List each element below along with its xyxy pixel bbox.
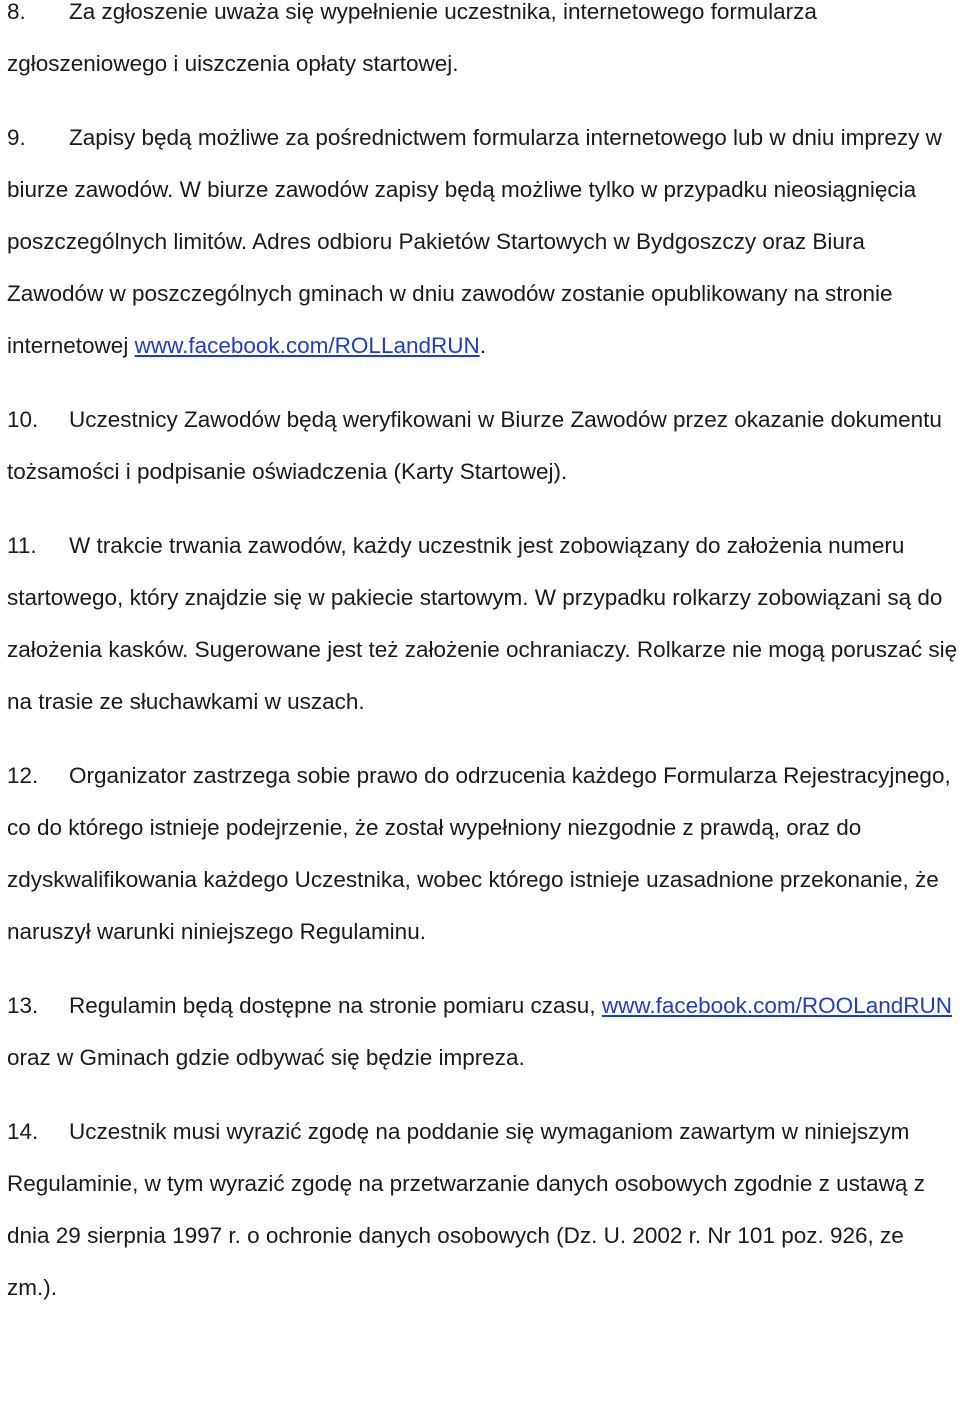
item-text-after: .: [479, 333, 487, 358]
regulation-item-13: [7, 980, 960, 1084]
regulation-item-14: [7, 1106, 960, 1314]
regulation-item-8: [7, 0, 960, 90]
item-number: 8.: [7, 0, 26, 24]
item-text: Uczestnicy Zawodów będą weryfikowani w Biurze Zawodów przez okazanie dokumentu tożsamości i podpisanie oświadczenia (Karty Startowej).: [7, 407, 942, 484]
item-text-after: oraz w Gminach gdzie odbywać się będzie impreza.: [7, 1045, 525, 1070]
item-number: 10.: [7, 407, 39, 432]
item-number: 9.: [7, 125, 26, 150]
item-text: Za zgłoszenie uważa się wypełnienie uczestnika, internetowego formularza zgłoszeniowego i uiszczenia opłaty startowej.: [7, 0, 817, 76]
item-text: Uczestnik musi wyrazić zgodę na poddanie się wymaganiom zawartym w niniejszym Regulaminie, w tym wyrazić zgodę na przetwarzanie danych osobowych zgodnie z ustawą z dnia 29 sierpnia 1997 r. o ochronie danych osobowych (Dz. U. 2002 r. Nr 101 poz. 926, ze zm.).: [7, 1119, 925, 1300]
item-text: Zapisy będą możliwe za pośrednictwem formularza internetowego lub w dniu imprezy w biurze zawodów. W biurze zawodów zapisy będą możliwe tylko w przypadku nieosiągnięcia poszczególnych limitów. Adres odbioru Pakietów Startowych w Bydgoszczy oraz Biura Zawodów w poszczególnych gminach w dniu zawodów zostanie opublikowany na stronie internetowej: [7, 125, 942, 358]
facebook-link[interactable]: www.facebook.com/ROOLandRUN: [601, 993, 952, 1018]
item-number: 14.: [7, 1119, 39, 1144]
item-text: Organizator zastrzega sobie prawo do odrzucenia każdego Formularza Rejestracyjnego, co do którego istnieje podejrzenie, że został wypełniony niezgodnie z prawdą, oraz do zdyskwalifikowania każdego Uczestnika, wobec którego istnieje uzasadnione przekonanie, że naruszył warunki niniejszego Regulaminu.: [7, 763, 951, 944]
item-number: 13.: [7, 993, 39, 1018]
item-number: 11.: [7, 533, 37, 558]
regulation-item-10: [7, 394, 960, 498]
item-text: W trakcie trwania zawodów, każdy uczestnik jest zobowiązany do założenia numeru startowego, który znajdzie się w pakiecie startowym. W przypadku rolkarzy zobowiązani są do założenia kasków. Sugerowane jest też założenie ochraniaczy. Rolkarze nie mogą poruszać się na trasie ze słuchawkami w uszach.: [7, 533, 958, 714]
item-text: Regulamin będą dostępne na stronie pomiaru czasu,: [69, 993, 596, 1018]
item-number: 12.: [7, 763, 39, 788]
regulation-item-12: [7, 750, 960, 958]
regulation-item-11: [7, 520, 960, 728]
facebook-link[interactable]: www.facebook.com/ROLLandRUN: [134, 333, 480, 358]
regulation-item-9: [7, 112, 960, 372]
document-body: [7, 0, 960, 1314]
